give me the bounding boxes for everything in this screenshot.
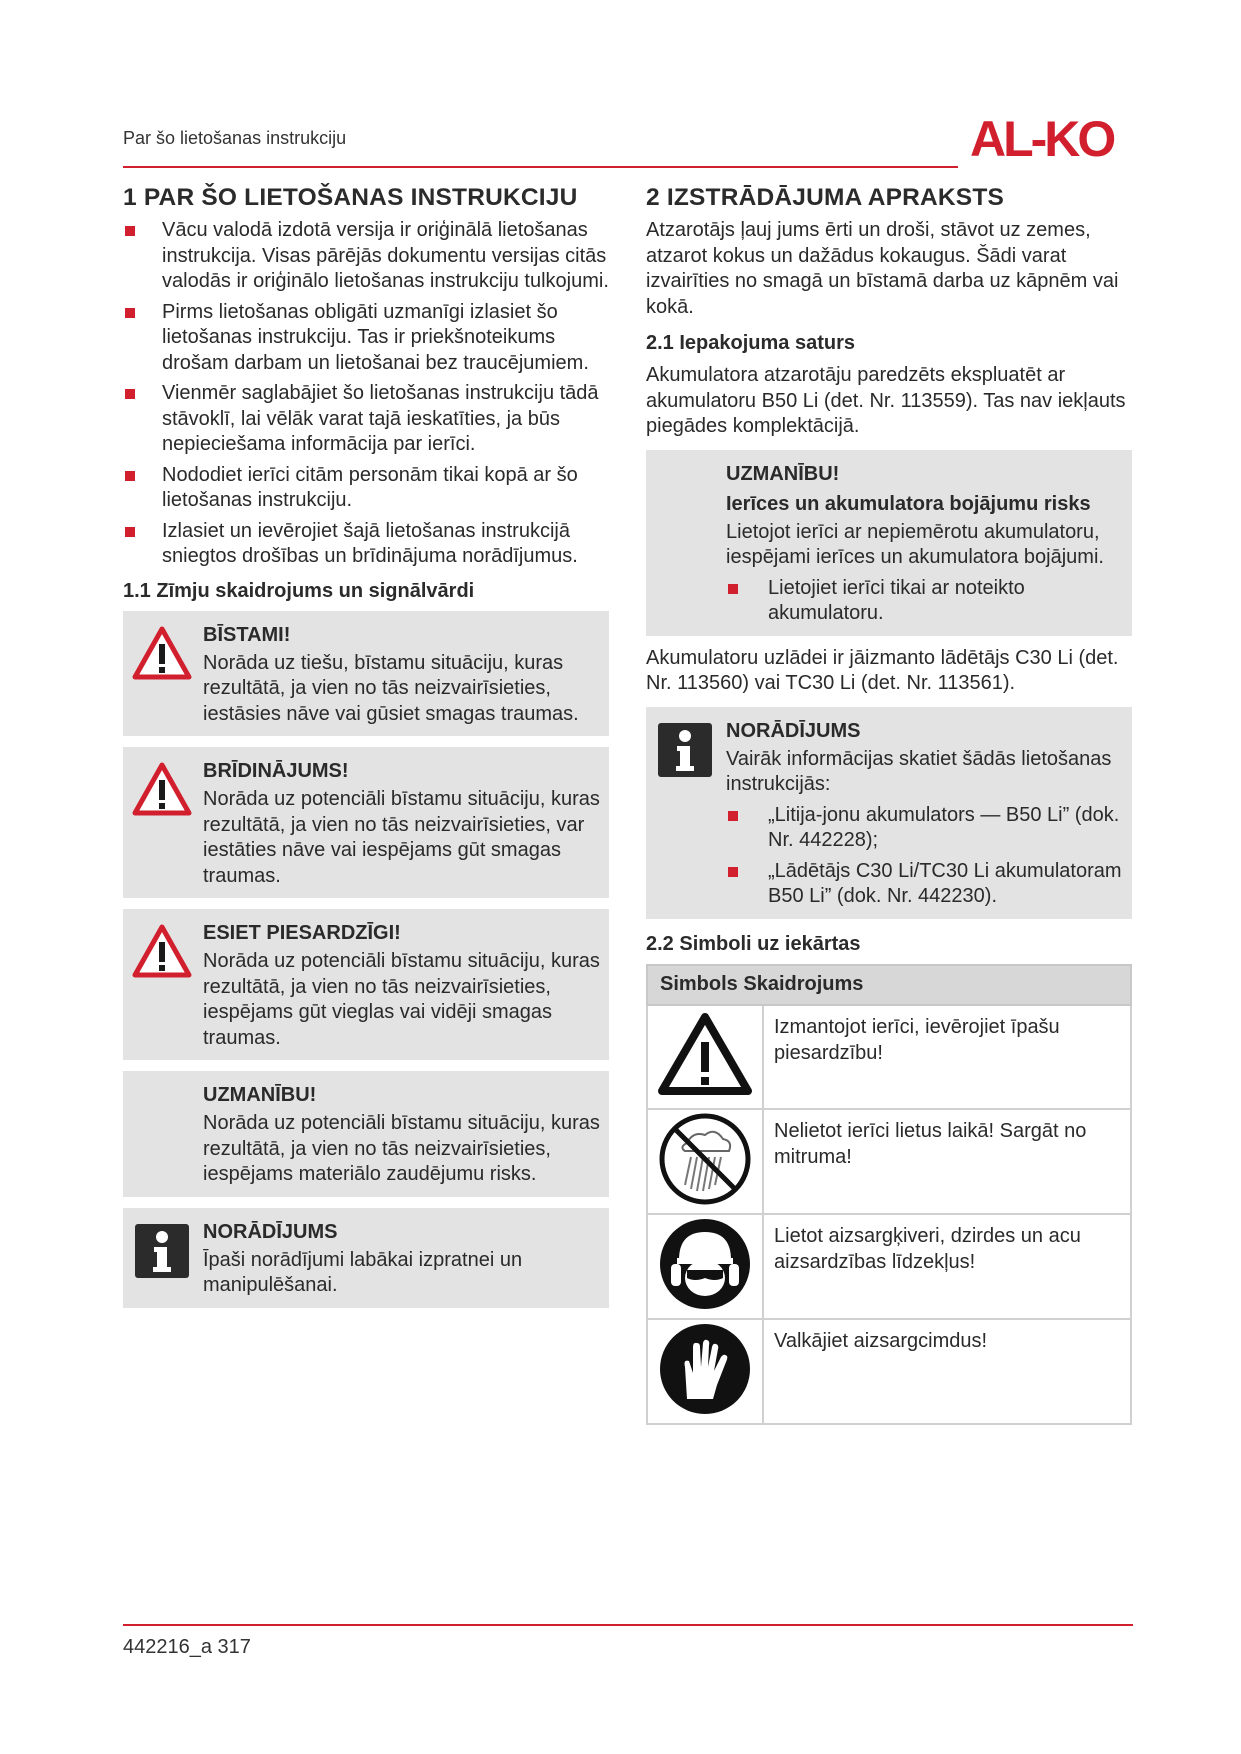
notice-title: UZMANĪBU! <box>726 462 840 485</box>
column-header-symbol: Simbols <box>660 973 738 995</box>
notice-text: Īpaši norādījumi labākai izpratnei un manipulēšanai. <box>203 1248 523 1296</box>
list-item: Izlasiet un ievērojiet šajā lietošanas instrukcijā sniegtos drošības un brīdinājuma norādījumus. <box>123 519 609 570</box>
notice-note <box>123 1208 609 1308</box>
subsection-2-1-title: 2.1 Iepakojuma saturs <box>646 332 855 354</box>
notice-warning <box>123 747 609 898</box>
subsection-1-1-title: 1.1 Zīmju skaidrojums un signālvārdi <box>123 579 475 602</box>
notice-subtitle: Ierīces un akumulatora bojājumu risks <box>726 492 1091 515</box>
notice-text: Norāda uz potenciāli bīstamu situāciju, kuras rezultātā, ja vien no tās neizvairīsieties, iespējams materiālo zaudējumu risks. <box>203 1112 600 1185</box>
subsection-2-2-title: 2.2 Simboli uz iekārtas <box>646 932 861 955</box>
right-column <box>646 184 1132 1425</box>
warning-triangle-icon <box>656 1009 754 1099</box>
symbol-explanation: Izmantojot ierīci, ievērojiet īpašu piesardzību! <box>763 1005 1131 1109</box>
notice-title: NORĀDĪJUMS <box>726 719 861 742</box>
list-item: Vienmēr saglabājiet šo lietošanas instrukciju tādā stāvoklī, lai vēlāk varat tajā ieskatīties, ja būs nepieciešama informācija par ierīci. <box>123 381 609 458</box>
symbols-table <box>646 964 1132 1425</box>
info-icon <box>654 719 716 781</box>
list-item: „Lādētājs C30 Li/TC30 Li akumulatoram B50 Li” (dok. Nr. 442230). <box>726 859 1124 910</box>
header-rule <box>123 166 958 168</box>
symbol-explanation: Valkājiet aizsargcimdus! <box>763 1319 1131 1424</box>
table-header-row <box>647 965 1131 1005</box>
running-title: Par šo lietošanas instrukciju <box>123 128 347 148</box>
notice-attention <box>123 1071 609 1197</box>
symbol-explanation: Lietot aizsargķiveri, dzirdes un acu aizsardzības līdzekļus! <box>763 1214 1131 1319</box>
alko-logo <box>970 112 1132 162</box>
notice-title: NORĀDĪJUMS <box>203 1220 338 1243</box>
table-row <box>647 1109 1131 1214</box>
list-item: Pirms lietošanas obligāti uzmanīgi izlasiet šo lietošanas instrukciju. Tas ir priekšnoteikums drošam darbam un lietošanai bez traucējumiem. <box>123 300 609 377</box>
notice-caution-battery <box>646 450 1132 636</box>
section-2-title: 2 IZSTRĀDĀJUMA APRAKSTS <box>646 184 1005 211</box>
notice-title: BRĪDINĀJUMS! <box>203 760 349 782</box>
footer-doc-number: 442216_a 317 <box>123 1636 251 1658</box>
footer-rule <box>123 1624 1133 1626</box>
list-item: Lietojiet ierīci tikai ar noteikto akumulatoru. <box>726 576 1124 627</box>
notice-title: BĪSTAMI! <box>203 623 291 646</box>
logo-text: AL-KO <box>970 112 1114 162</box>
notice-danger <box>123 611 609 737</box>
table-row <box>647 1214 1131 1319</box>
warning-triangle-icon <box>131 921 193 983</box>
notice-text: Lietojot ierīci ar nepiemērotu akumulatoru, iespējami ierīces un akumulatora bojājumi. <box>726 520 1104 568</box>
notice-info <box>646 707 1132 919</box>
list-item: Nododiet ierīci citām personām tikai kopā ar šo lietošanas instrukciju. <box>123 463 609 514</box>
column-header-explanation: Skaidrojums <box>743 973 864 995</box>
charger-text: Akumulatoru uzlādei ir jāizmanto lādētājs C30 Li (det. Nr. 113560) vai TC30 Li (det. Nr. 113561). <box>646 646 1119 694</box>
package-contents-text: Akumulatora atzarotāju paredzēts ekspluatēt ar akumulatoru B50 Li (det. Nr. 113559). Tas nav iekļauts piegādes komplektācijā. <box>646 364 1126 437</box>
list-item: „Litija-jonu akumulators — B50 Li” (dok. Nr. 442228); <box>726 803 1124 854</box>
section-1-title: 1 PAR ŠO LIETOŠANAS INSTRUKCIJU <box>123 184 578 211</box>
notice-text: Norāda uz potenciāli bīstamu situāciju, kuras rezultātā, ja vien no tās neizvairīsieties, iespējams gūt vieglas vai vidēji smagas traumas. <box>203 950 600 1049</box>
symbol-explanation: Nelietot ierīci lietus laikā! Sargāt no mitruma! <box>763 1109 1131 1214</box>
section-1-bullets <box>123 218 609 570</box>
notice-text: Vairāk informācijas skatiet šādās lietošanas instrukcijās: <box>726 747 1112 795</box>
left-column <box>123 184 609 1319</box>
info-icon <box>131 1220 193 1282</box>
no-rain-icon <box>657 1111 753 1207</box>
table-row <box>647 1319 1131 1424</box>
notice-text: Norāda uz tiešu, bīstamu situāciju, kuras rezultātā, ja vien no tās neizvairīsieties, iestāsies nāve vai gūsiet smagas traumas. <box>203 651 579 725</box>
section-2-intro: Atzarotājs ļauj jums ērti un droši, stāvot uz zemes, atzarot kokus un dažādus kokaugus. Šādi varat izvairīties no smagā un bīstamā darba uz kāpnēm vai kokā. <box>646 219 1119 318</box>
warning-triangle-icon <box>131 623 193 685</box>
notice-caution <box>123 909 609 1060</box>
warning-triangle-icon <box>131 759 193 821</box>
notice-title: UZMANĪBU! <box>203 1084 317 1106</box>
list-item: Vācu valodā izdotā versija ir oriģinālā lietošanas instrukcija. Visas pārējās dokumentu versijas citās valodās ir oriģinālo lietošanas instrukciju tulkojumi. <box>123 218 609 295</box>
notice-text: Norāda uz potenciāli bīstamu situāciju, kuras rezultātā, ja vien no tās neizvairīsieties, var iestāties nāve vai iespējams gūt smagas traumas. <box>203 788 600 887</box>
helmet-protection-icon <box>657 1216 753 1312</box>
gloves-icon <box>657 1321 753 1417</box>
table-row <box>647 1005 1131 1109</box>
notice-title: ESIET PIESARDZĪGI! <box>203 922 401 944</box>
